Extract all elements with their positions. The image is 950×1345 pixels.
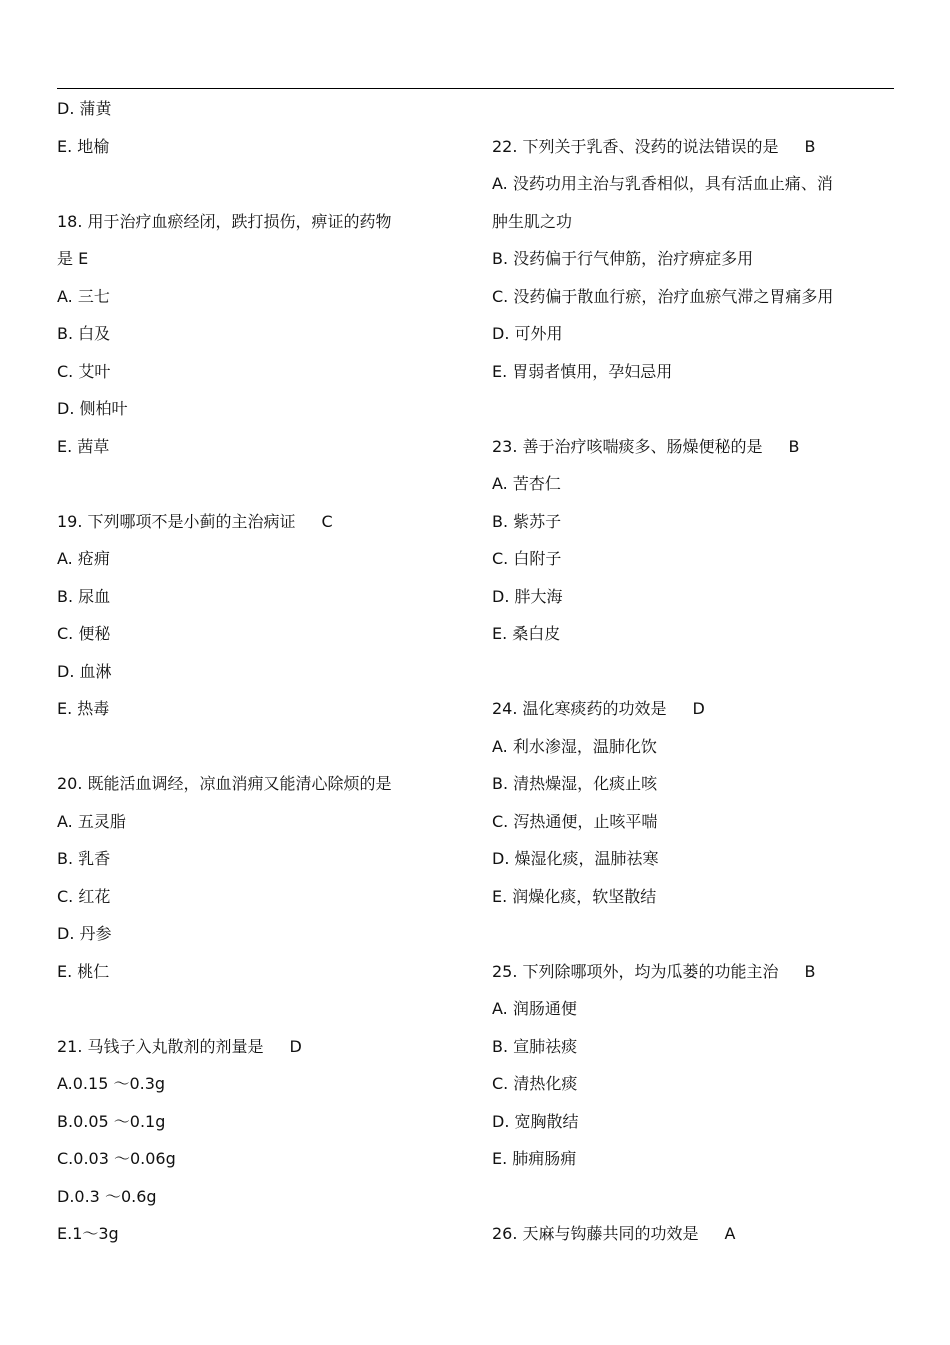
question-19-text: 19. 下列哪项不是小蓟的主治病证 <box>57 511 296 531</box>
q23-option-a: A. 苦杏仁 <box>492 474 561 493</box>
spacer <box>492 390 892 428</box>
question-24-stem <box>492 690 892 728</box>
q19-option-d: D. 血淋 <box>57 661 112 681</box>
question-22-stem <box>492 128 892 166</box>
question-26-stem <box>492 1215 892 1253</box>
q22-option-a-cont: 肿生肌之功 <box>492 211 573 231</box>
q21-option-a: A.0.15 ～0.3g <box>57 1074 166 1093</box>
q21-option-c: C.0.03 ～0.06g <box>57 1149 176 1168</box>
question-22-text: 22. 下列关于乳香、没药的说法错误的是 <box>492 136 779 156</box>
question-26-answer: A <box>724 1224 736 1243</box>
q25-option-e: E. 肺痈肠痈 <box>492 1149 577 1168</box>
question-21-text: 21. 马钱子入丸散剂的剂量是 <box>57 1036 264 1056</box>
q21-option-e: E.1～3g <box>57 1224 119 1243</box>
spacer <box>492 90 892 128</box>
header-rule <box>57 88 894 89</box>
q23-option-d: D. 胖大海 <box>492 586 563 606</box>
q20-option-b: B. 乳香 <box>57 849 111 868</box>
question-24-text: 24. 温化寒痰药的功效是 <box>492 699 667 718</box>
question-25-answer: B <box>804 961 816 981</box>
spacer <box>492 1178 892 1216</box>
q19-option-c: C. 便秘 <box>57 624 111 643</box>
question-23-text: 23. 善于治疗咳喘痰多、肠燥便秘的是 <box>492 436 763 456</box>
q19-option-b: B. 尿血 <box>57 586 111 606</box>
question-21-stem <box>57 1028 457 1066</box>
option-d: D. 蒲黄 <box>57 99 112 118</box>
q23-option-c: C. 白附子 <box>492 549 562 568</box>
spacer <box>57 165 457 203</box>
q21-option-b: B.0.05 ～0.1g <box>57 1111 166 1131</box>
question-22-answer: B <box>804 136 816 156</box>
q18-option-a: A. 三七 <box>57 286 110 306</box>
question-23-stem <box>492 428 892 466</box>
spacer <box>492 653 892 691</box>
q22-option-a: A. 没药功用主治与乳香相似，具有活血止痛、消 <box>492 174 833 193</box>
q18-option-e: E. 茜草 <box>57 436 110 456</box>
left-column <box>57 90 457 1253</box>
question-21-answer: D <box>289 1036 302 1056</box>
q20-option-d: D. 丹参 <box>57 924 112 943</box>
q24-option-c: C. 泻热通便，止咳平喘 <box>492 811 658 831</box>
q19-option-a: A. 疮痈 <box>57 549 110 568</box>
spacer <box>57 728 457 766</box>
q19-option-e: E. 热毒 <box>57 699 110 718</box>
q22-option-b: B. 没药偏于行气伸筋，治疗痹症多用 <box>492 249 754 268</box>
q24-option-e: E. 润燥化痰，软坚散结 <box>492 886 657 906</box>
q20-option-e: E. 桃仁 <box>57 961 110 981</box>
q23-option-b: B. 紫苏子 <box>492 511 562 531</box>
q24-option-d: D. 燥湿化痰，温肺祛寒 <box>492 849 659 868</box>
q25-option-c: C. 清热化痰 <box>492 1074 578 1093</box>
question-19-stem <box>57 503 457 541</box>
q22-option-c: C. 没药偏于散血行瘀，治疗血瘀气滞之胃痛多用 <box>492 286 834 306</box>
spacer <box>57 990 457 1028</box>
question-18-stem-cont: 是 E <box>57 249 89 268</box>
right-column <box>492 90 892 1253</box>
q25-option-b: B. 宣肺祛痰 <box>492 1036 578 1056</box>
q25-option-a: A. 润肠通便 <box>492 999 577 1018</box>
question-18-stem: 18. 用于治疗血瘀经闭，跌打损伤，痹证的药物 <box>57 211 392 231</box>
q20-option-c: C. 红花 <box>57 886 111 906</box>
spacer <box>57 465 457 503</box>
q18-option-c: C. 艾叶 <box>57 361 111 381</box>
question-19-answer: C <box>321 511 333 531</box>
question-26-text: 26. 天麻与钩藤共同的功效是 <box>492 1224 699 1243</box>
q24-option-b: B. 清热燥湿，化痰止咳 <box>492 774 658 793</box>
q18-option-d: D. 侧柏叶 <box>57 399 128 418</box>
question-20-stem: 20. 既能活血调经，凉血消痈又能清心除烦的是 <box>57 774 392 793</box>
q25-option-d: D. 宽胸散结 <box>492 1111 579 1131</box>
question-24-answer: D <box>692 699 705 718</box>
q22-option-e: E. 胃弱者慎用，孕妇忌用 <box>492 361 673 381</box>
q18-option-b: B. 白及 <box>57 324 111 343</box>
question-25-text: 25. 下列除哪项外，均为瓜蒌的功能主治 <box>492 961 779 981</box>
question-25-stem <box>492 953 892 991</box>
q21-option-d: D.0.3 ～0.6g <box>57 1186 157 1206</box>
q22-option-d: D. 可外用 <box>492 324 563 343</box>
q23-option-e: E. 桑白皮 <box>492 624 561 643</box>
spacer <box>492 915 892 953</box>
q24-option-a: A. 利水渗湿，温肺化饮 <box>492 736 657 756</box>
question-23-answer: B <box>788 436 800 456</box>
q20-option-a: A. 五灵脂 <box>57 811 126 831</box>
option-e: E. 地榆 <box>57 136 110 156</box>
